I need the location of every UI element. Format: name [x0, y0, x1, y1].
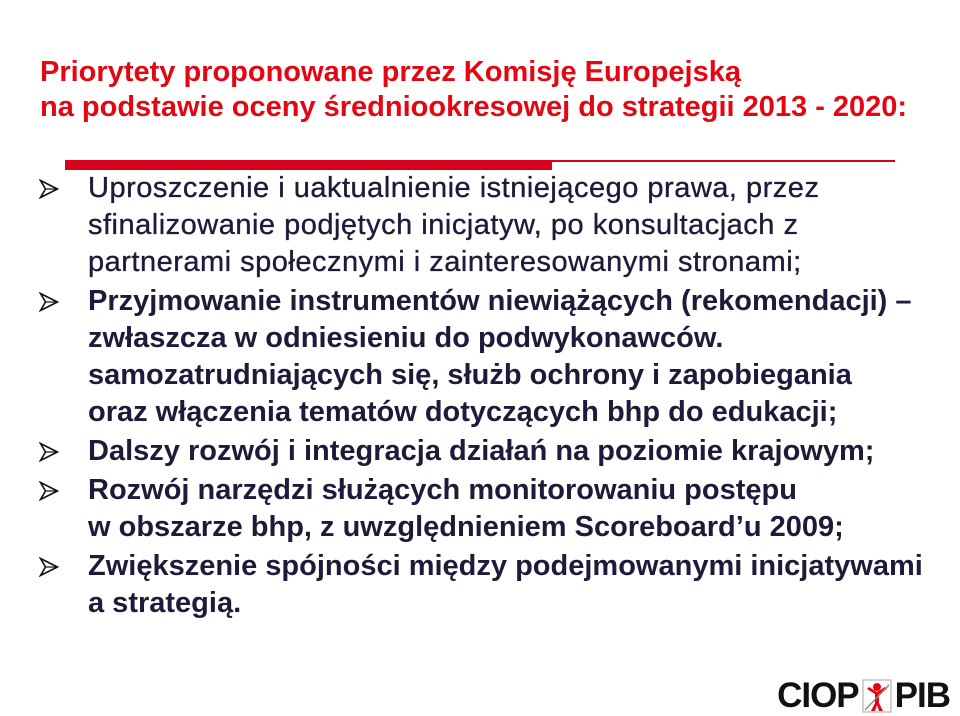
bullet-line: partnerami społecznymi i zainteresowanymi stronami; — [88, 246, 802, 278]
title-underline-bar — [65, 160, 552, 170]
title-line: na podstawie oceny średniookresowej do strategii 2013 - 2020: — [40, 91, 908, 123]
slide-title — [40, 55, 907, 125]
arrowhead-bullet-icon — [39, 557, 59, 577]
bullet-text — [88, 170, 960, 281]
bullet-text — [88, 548, 960, 622]
arrowhead-bullet-icon — [39, 179, 59, 199]
bullet-text — [88, 433, 960, 470]
bullet-item — [0, 472, 960, 546]
bullet-line: Przyjmowanie instrumentów niewiążących (rekomendacji) – — [88, 285, 912, 317]
ciop-pib-logo — [777, 678, 950, 714]
title-line: Priorytety proponowane przez Komisję Europejską — [40, 56, 741, 88]
bullet-line: sfinalizowanie podjętych inicjatyw, po konsultacjach z — [88, 209, 799, 241]
logo-text-left: CIOP — [777, 676, 859, 715]
bullet-line: zwłaszcza w odniesieniu do podwykonawców. — [88, 322, 724, 354]
arrowhead-bullet-icon — [39, 481, 59, 501]
bullet-line: Dalszy rozwój i integracja działań na poziomie krajowym; — [88, 435, 875, 467]
bullet-line: samozatrudniających się, służb ochrony i zapobiegania — [88, 359, 852, 391]
bullet-text — [88, 283, 960, 431]
bullet-line: w obszarze bhp, z uwzględnieniem Scoreboard’u 2009; — [88, 511, 844, 543]
bullet-list — [0, 170, 960, 624]
logo-text-right: PIB — [894, 676, 950, 715]
bullet-line: Zwiększenie spójności między podejmowanymi inicjatywami — [88, 550, 923, 582]
bullet-line: Rozwój narzędzi służących monitorowaniu postępu — [88, 474, 797, 506]
title-underline-rule — [552, 160, 895, 162]
bullet-item — [0, 433, 960, 470]
arrowhead-bullet-icon — [39, 292, 59, 312]
bullet-line: Uproszczenie i uaktualnienie istniejącego prawa, przez — [88, 172, 820, 204]
arrowhead-bullet-icon — [39, 442, 59, 462]
bullet-item — [0, 283, 960, 431]
bullet-line: a strategią. — [88, 587, 242, 619]
bullet-text — [88, 472, 960, 546]
bullet-item — [0, 170, 960, 281]
bullet-item — [0, 548, 960, 622]
person-figure-icon — [862, 679, 892, 713]
bullet-line: oraz włączenia tematów dotyczących bhp do edukacji; — [88, 396, 838, 428]
